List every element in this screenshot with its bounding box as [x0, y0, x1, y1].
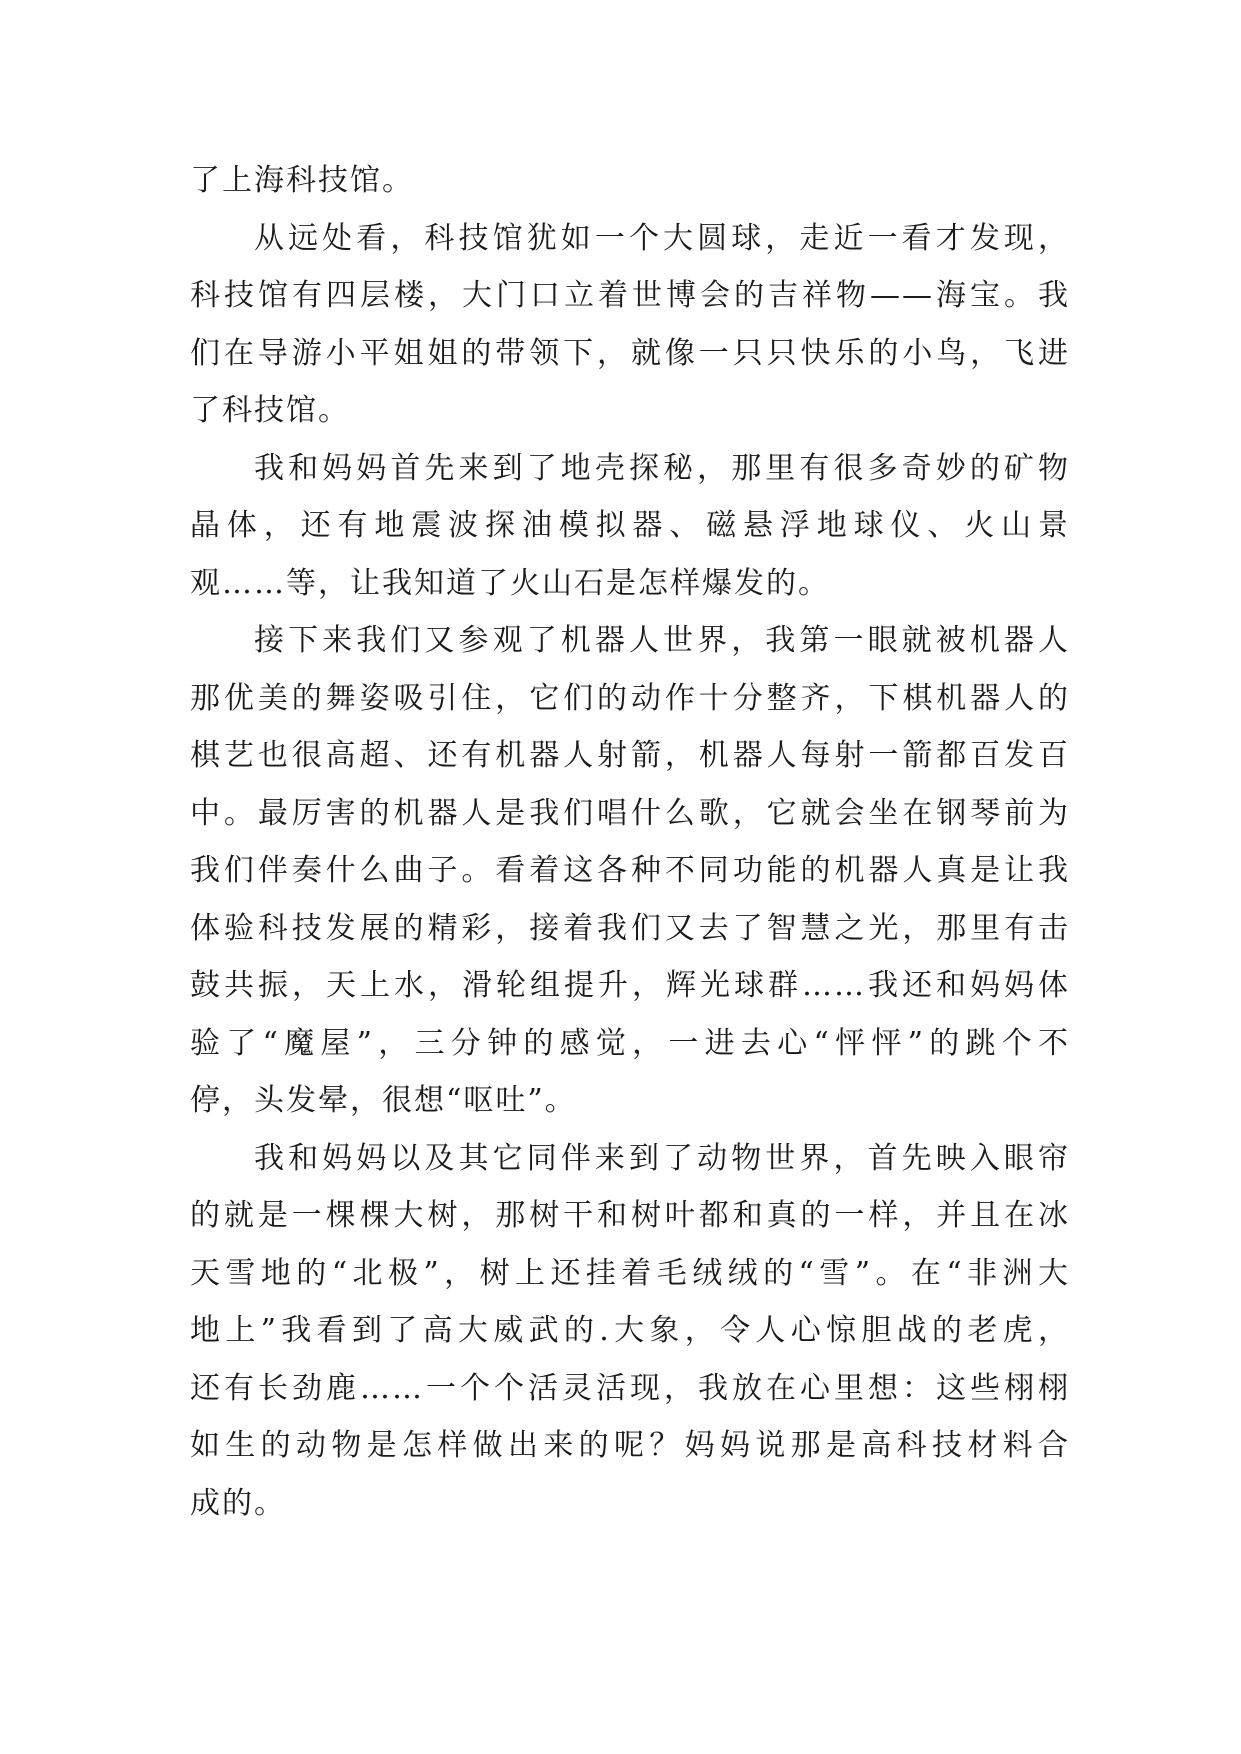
text-line: 的就是一棵棵大树，那树干和树叶都和真的一样，并且在冰: [190, 1198, 1070, 1233]
text-line: 了科技馆。: [190, 393, 350, 428]
text-line: 验了“魔屋”，三分钟的感觉，一进去心“怦怦”的跳个不: [190, 1025, 1070, 1061]
text-line: 接下来我们又参观了机器人世界，我第一眼就被机器人: [254, 623, 1070, 658]
text-line: 体验科技发展的精彩，接着我们又去了智慧之光，那里有击: [190, 910, 1070, 946]
text-line: 们在导游小平姐姐的带领下，就像一只只快乐的小鸟，飞进: [190, 335, 1070, 371]
text-line: 停，头发晕，很想“呕吐”。: [190, 1083, 577, 1118]
text-line: 天雪地的“北极”，树上还挂着毛绒绒的“雪”。在“非洲大: [190, 1255, 1070, 1291]
text-line: 中。最厉害的机器人是我们唱什么歌，它就会坐在钢琴前为: [190, 795, 1070, 831]
text-line: 了上海科技馆。: [190, 163, 414, 198]
text-line: 我们伴奏什么曲子。看着这各种不同功能的机器人真是让我: [190, 853, 1070, 888]
text-line: 我和妈妈以及其它同伴来到了动物世界，首先映入眼帘: [254, 1140, 1070, 1176]
text-line: 如生的动物是怎样做出来的呢？妈妈说那是高科技材料合: [190, 1428, 1070, 1463]
text-line: 观……等，让我知道了火山石是怎样爆发的。: [190, 565, 830, 601]
document-body: [190, 152, 1070, 1532]
text-line: 棋艺也很高超、还有机器人射箭，机器人每射一箭都百发百: [190, 738, 1070, 773]
text-line: 我和妈妈首先来到了地壳探秘，那里有很多奇妙的矿物: [254, 450, 1070, 486]
text-line: 还有长劲鹿……一个个活灵活现，我放在心里想：这些栩栩: [190, 1370, 1070, 1406]
text-line: 科技馆有四层楼，大门口立着世博会的吉祥物——海宝。我: [190, 278, 1070, 313]
text-line: 地上”我看到了高大威武的.大象，令人心惊胆战的老虎，: [190, 1313, 1070, 1348]
text-line: 那优美的舞姿吸引住，它们的动作十分整齐，下棋机器人的: [190, 680, 1070, 716]
text-line: 从远处看，科技馆犹如一个大圆球，走近一看才发现，: [254, 220, 1070, 256]
text-line: 鼓共振，天上水，滑轮组提升，辉光球群……我还和妈妈体: [190, 968, 1070, 1003]
text-line: 成的。: [190, 1485, 286, 1521]
text-line: 晶体，还有地震波探油模拟器、磁悬浮地球仪、火山景: [190, 508, 1070, 543]
